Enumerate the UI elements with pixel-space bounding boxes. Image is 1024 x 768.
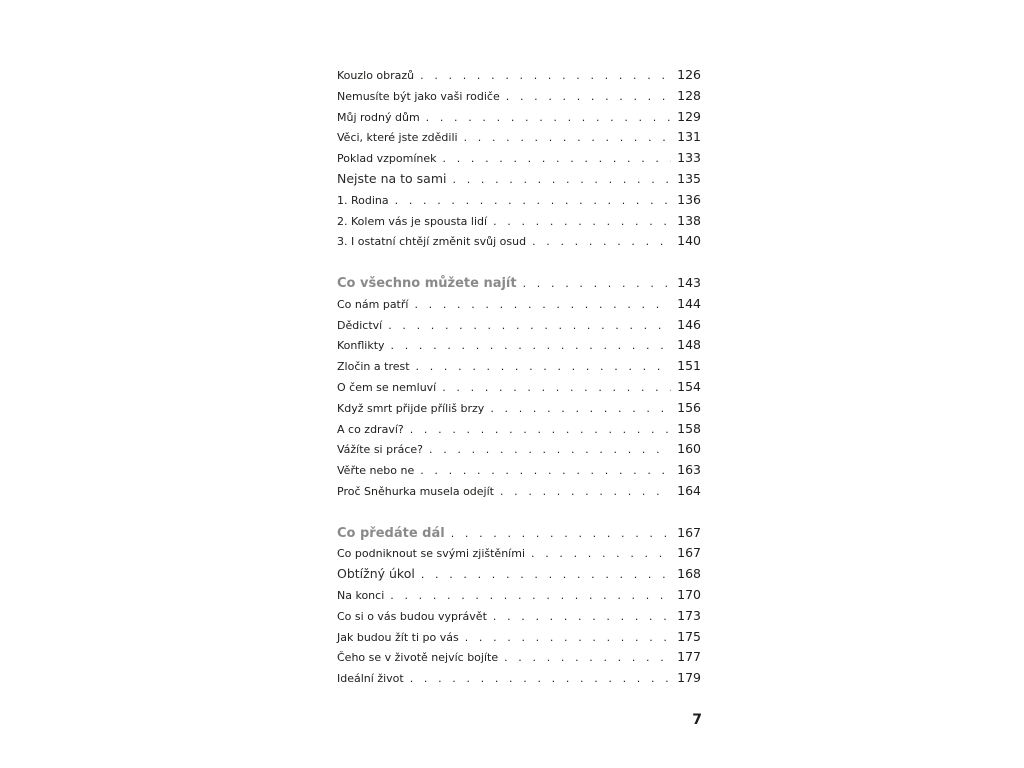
dot-leader [453,170,672,191]
toc-entry-title: 2. Kolem vás je spousta lidí [337,214,488,228]
dot-leader [451,524,671,545]
toc-entry-page: 135 [677,170,701,186]
dot-leader [410,420,671,441]
toc-entry-page: 173 [677,607,701,623]
toc-entry [337,668,701,689]
dot-leader [429,440,671,461]
toc-entry-page: 167 [677,545,701,561]
dot-leader [500,482,671,503]
toc-entry [337,585,701,606]
dot-leader [465,628,671,649]
toc-entry [337,107,701,128]
toc-chapter-title: Co předáte dál [337,525,445,541]
toc-entry-title: Co nám patří [337,297,409,311]
toc-entry [337,460,701,481]
toc-entry-title: A co zdraví? [337,422,404,436]
toc-entry [337,419,701,440]
toc-entry-page: 151 [677,358,701,374]
dot-leader [443,149,672,170]
toc-entry-title: Co si o vás budou vyprávět [337,609,487,623]
toc-entry [337,356,701,377]
toc-entry-title: Jak budou žít ti po vás [337,630,459,644]
dot-leader [395,191,671,212]
dot-leader [391,336,671,357]
dot-leader [416,357,671,378]
toc-entry [337,315,701,336]
toc-entry-title: 1. Rodina [337,193,389,207]
toc-entry-title: O čem se nemluví [337,380,437,394]
toc-entry [337,335,701,356]
dot-leader [490,399,671,420]
toc-entry [337,86,701,107]
toc-entry-page: 146 [677,316,701,332]
toc-entry-page: 144 [677,295,701,311]
dot-leader [464,128,671,149]
toc-entry-title: Poklad vzpomínek [337,152,437,166]
toc-entry-page: 131 [677,129,701,145]
toc-entry [337,127,701,148]
dot-leader [420,66,671,87]
dot-leader [493,607,671,628]
toc-entry-page: 136 [677,191,701,207]
toc-entry [337,398,701,419]
toc-entry-page: 160 [677,441,701,457]
toc-entry-title: Když smrt přijde příliš brzy [337,401,485,415]
toc-entry-page: 179 [677,670,701,686]
toc-entry-title: Zločin a trest [337,360,410,374]
toc-entry [337,148,701,169]
toc-entry-title: Vážíte si práce? [337,443,424,457]
toc-entry [337,65,701,86]
toc-entry-page: 158 [677,420,701,436]
toc-entry-title: Kouzlo obrazů [337,69,415,82]
toc-entry-page: 133 [677,150,701,166]
toc-entry-page: 140 [677,233,701,249]
dot-leader [390,586,671,607]
toc-entry-page: 164 [677,482,701,498]
toc-entry [337,627,701,648]
dot-leader [504,648,671,669]
toc-entry-page: 128 [677,87,701,103]
toc-entry-page: 167 [677,524,701,540]
toc-section-entry [337,169,701,190]
table-of-contents [337,65,701,689]
toc-entry-title: Na konci [337,588,385,602]
toc-entry [337,231,701,252]
toc-chapter-heading [337,523,701,544]
spacer [337,502,701,523]
toc-section-entry [337,564,701,585]
toc-entry-title: Věřte nebo ne [337,464,415,478]
dot-leader [421,565,671,586]
toc-entry [337,543,701,564]
toc-entry-page: 126 [677,67,701,82]
spacer [337,252,701,273]
toc-entry [337,647,701,668]
toc-chapter-heading [337,273,701,294]
toc-entry-title: Ideální život [337,672,404,686]
dot-leader [414,295,671,316]
toc-entry-title: Čeho se v životě nejvíc bojíte [337,651,499,665]
toc-entry-page: 177 [677,649,701,665]
dot-leader [388,316,671,337]
dot-leader [420,461,671,482]
toc-entry [337,439,701,460]
toc-entry [337,377,701,398]
dot-leader [410,669,671,690]
toc-entry-title: Věci, které jste zdědili [337,131,458,145]
dot-leader [532,232,671,253]
toc-entry [337,606,701,627]
dot-leader [506,87,671,108]
toc-entry-page: 168 [677,566,701,582]
toc-entry-title: Nemusíte být jako vaši rodiče [337,89,500,103]
toc-entry [337,481,701,502]
dot-leader [493,212,671,233]
toc-entry-page: 143 [677,274,701,290]
toc-entry-title: 3. I ostatní chtějí změnit svůj osud [337,235,527,249]
toc-entry [337,190,701,211]
dot-leader [531,544,671,565]
toc-entry-page: 156 [677,399,701,415]
toc-section-title: Nejste na to sami [337,170,447,186]
toc-entry-title: Můj rodný dům [337,110,420,124]
toc-entry-title: Dědictví [337,318,383,332]
toc-entry-page: 129 [677,108,701,124]
toc-entry-title: Konflikty [337,339,385,353]
toc-entry-page: 148 [677,337,701,353]
dot-leader [523,274,671,295]
toc-entry-title: Co podniknout se svými zjištěními [337,547,525,561]
toc-entry-page: 163 [677,462,701,478]
toc-chapter-title: Co všechno můžete najít [337,275,517,291]
toc-section-title: Obtížný úkol [337,566,415,582]
toc-entry-page: 175 [677,628,701,644]
toc-entry-page: 170 [677,586,701,602]
page-number: 7 [692,712,702,728]
toc-entry [337,211,701,232]
dot-leader [442,378,671,399]
toc-entry-page: 154 [677,378,701,394]
toc-entry [337,294,701,315]
toc-entry-title: Proč Sněhurka musela odejít [337,484,494,498]
toc-entry-page: 138 [677,212,701,228]
dot-leader [426,108,671,129]
